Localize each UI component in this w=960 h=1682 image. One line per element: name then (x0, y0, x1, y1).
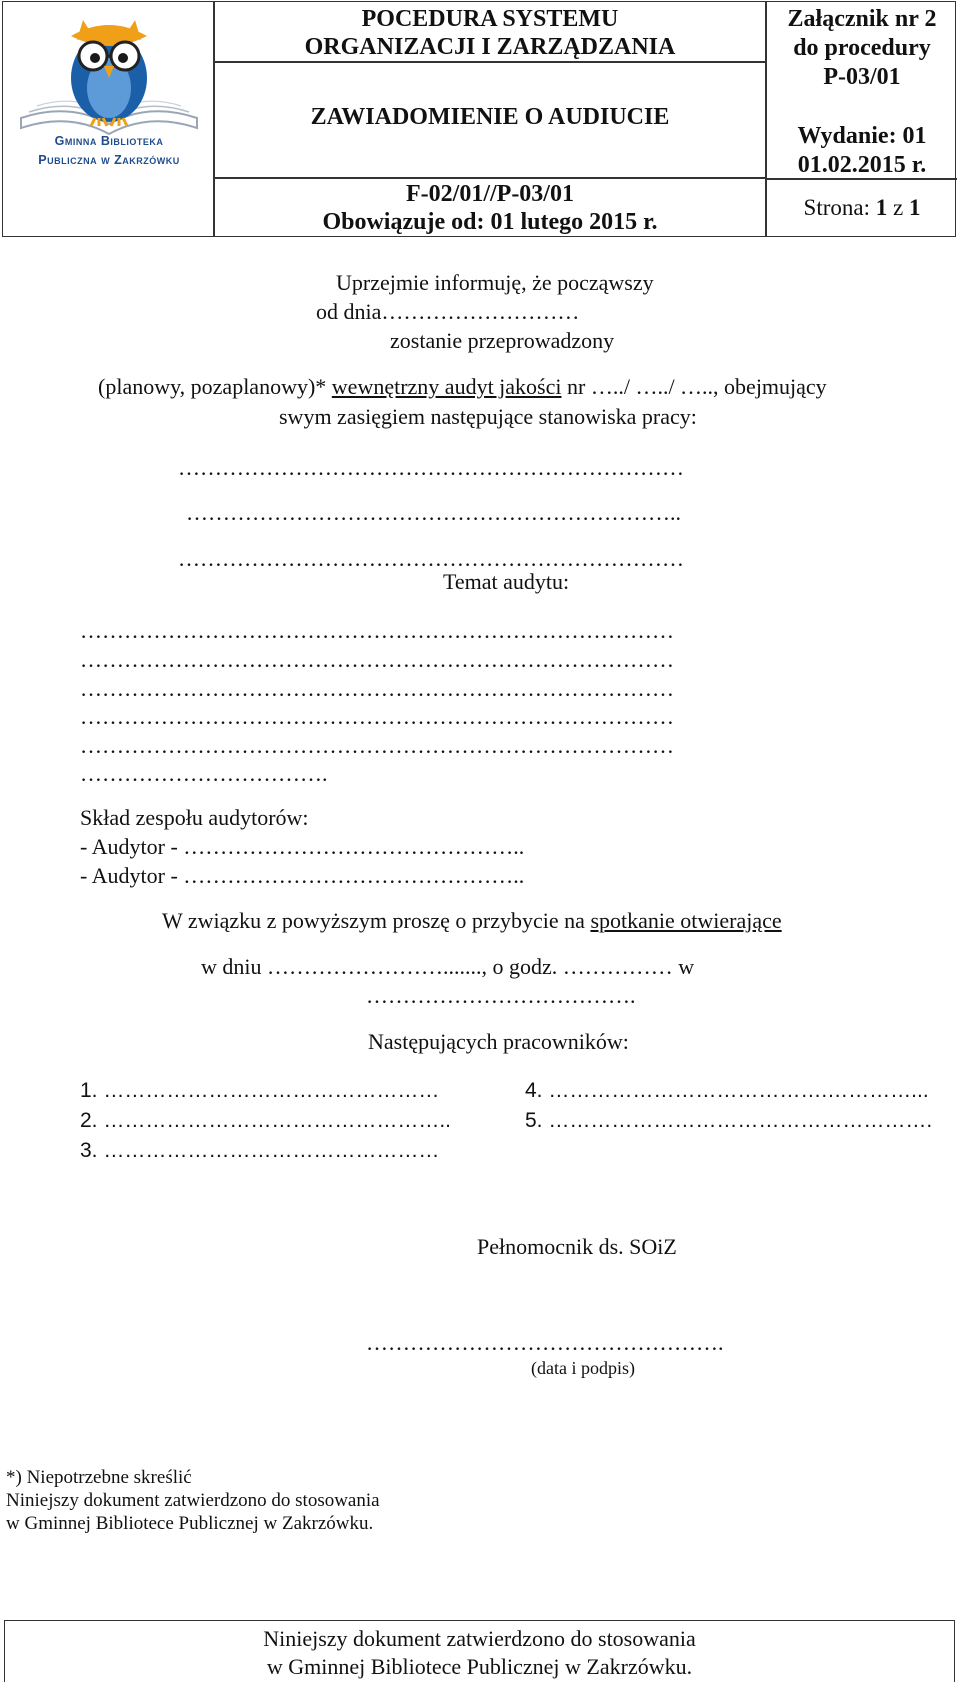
signatory-title: Pełnomocnik ds. SOiZ (477, 1234, 677, 1259)
edition-line: Wydanie: 01 (797, 123, 927, 149)
audit-type-options: (planowy, pozaplanowy)* (98, 374, 332, 399)
form-code: F-02/01//P-03/01 (406, 181, 574, 207)
intro-text: zostanie przeprowadzony (390, 328, 615, 353)
library-logo (9, 6, 209, 234)
page-current: 1 (875, 195, 888, 220)
meeting-datetime-field: w dniu ……………………......., o godz. …………… w (201, 954, 695, 979)
auditor-field: - Audytor - ……………………………………….. (80, 834, 525, 859)
footnote: *) Niepotrzebne skreślić (6, 1467, 192, 1488)
meeting-text-prefix: W związku z powyższym proszę o przybycie na (162, 908, 591, 933)
opening-meeting-link: spotkanie otwierające (590, 908, 782, 933)
audit-scope-text (98, 374, 827, 400)
topic-field: ……………………………. (80, 761, 328, 786)
meeting-place-field: ………………………………. (366, 983, 636, 1008)
footer-text: Niniejszy dokument zatwierdzono do stosowania (263, 1626, 696, 1651)
edition-date: 01.02.2015 r. (797, 152, 927, 178)
signature-field: …………………………………………. (366, 1330, 724, 1355)
annex-line: do procedury (793, 35, 931, 61)
page-sep: z (887, 195, 909, 220)
topic-field: ……………………………………………………………………… (80, 676, 674, 701)
position-field: …………………………………………………………… (178, 455, 684, 480)
document-header-table (2, 1, 956, 237)
header-divider (213, 177, 766, 179)
header-divider (213, 61, 766, 63)
page-label: Strona: (803, 195, 876, 220)
team-label: Skład zespołu audytorów: (80, 805, 309, 830)
audit-scope-text: swym zasięgiem następujące stanowiska pracy: (279, 404, 697, 429)
topic-field: ……………………………………………………………………… (80, 618, 674, 643)
approval-note: Niniejszy dokument zatwierdzono do stosowania (6, 1490, 380, 1511)
footer-text: w Gminnej Bibliotece Publicznej w Zakrzówku. (266, 1654, 693, 1679)
procedure-title (215, 5, 765, 61)
document-name: ZAWIADOMIENIE O AUDIUCIE (310, 104, 670, 130)
position-field: …………………………………………………………… (178, 546, 684, 571)
edition-info (767, 122, 957, 180)
employee-field: 5. ………………………………………………. (525, 1109, 933, 1132)
logo-text: Publiczna w Zakrzówku (38, 153, 180, 167)
procedure-title-line: ORGANIZACJI I ZARZĄDZANIA (304, 34, 676, 60)
employee-field: 1. ………………………………………… (80, 1079, 440, 1102)
signature-caption: (data i podpis) (531, 1358, 635, 1378)
page-counter (767, 193, 957, 222)
employee-field: 3. ………………………………………… (80, 1139, 440, 1162)
approval-note: w Gminnej Bibliotece Publicznej w Zakrzówku. (6, 1513, 374, 1534)
topic-field: ……………………………………………………………………… (80, 733, 674, 758)
procedure-title-line: POCEDURA SYSTEMU (361, 6, 619, 32)
effective-date: Obowiązuje od: 01 lutego 2015 r. (322, 209, 658, 235)
logo-text: Gminna Biblioteka (54, 134, 164, 148)
annex-line: Załącznik nr 2 (787, 6, 937, 32)
intro-text: Uprzejmie informuję, że począwszy (336, 270, 654, 295)
topic-field: ……………………………………………………………………… (80, 647, 674, 672)
annex-info (767, 5, 957, 92)
employee-field: 4. ………………………………….…………... (525, 1079, 929, 1102)
annex-line: P-03/01 (823, 64, 901, 90)
auditor-field: - Audytor - ……………………………………….. (80, 863, 525, 888)
intro-date-field: od dnia……………………… (316, 299, 580, 324)
audit-type-link: wewnętrzny audyt jakości (331, 374, 562, 399)
meeting-text (162, 908, 782, 934)
topic-label: Temat audytu: (443, 569, 570, 594)
audit-number-field: nr …../ …../ ….., obejmujący (561, 374, 827, 399)
employee-field: 2. ………………………………………….. (80, 1109, 452, 1132)
employees-label: Następujących pracowników: (368, 1029, 629, 1054)
page-total: 1 (908, 195, 921, 220)
position-field: ………………………………………………………….. (186, 500, 681, 525)
topic-field: ……………………………………………………………………… (80, 704, 674, 729)
